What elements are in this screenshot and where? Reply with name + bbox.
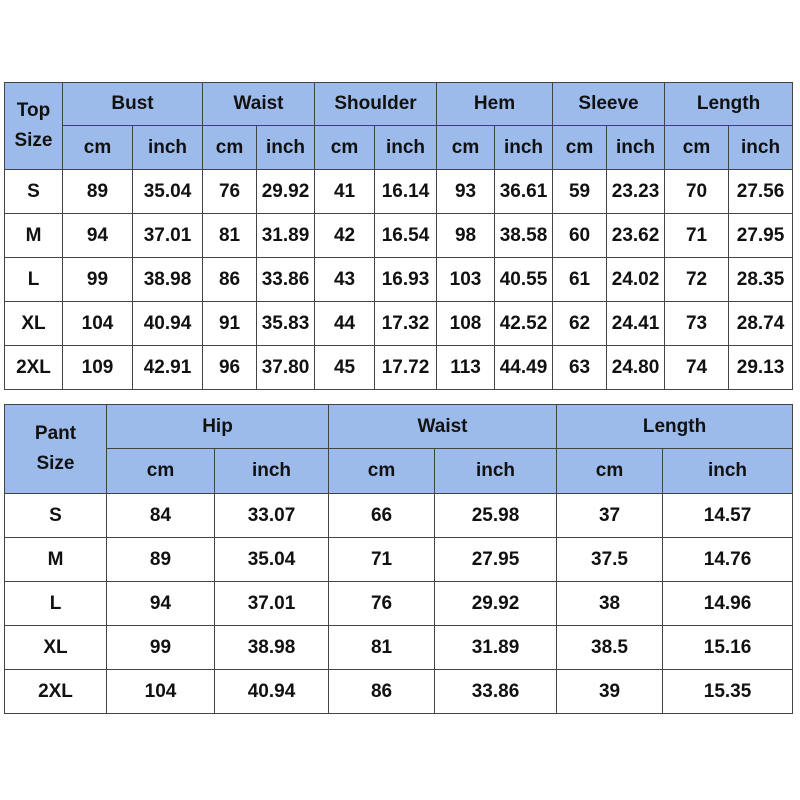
measurement-cell: 71 xyxy=(665,214,729,258)
measurement-cell: 38.58 xyxy=(495,214,553,258)
measurement-cell: 14.96 xyxy=(663,582,793,626)
measurement-cell: 103 xyxy=(437,258,495,302)
unit-inch: inch xyxy=(435,449,557,494)
measurement-cell: 31.89 xyxy=(257,214,315,258)
pant-group-hip: Hip xyxy=(107,405,329,449)
measurement-cell: 27.95 xyxy=(435,538,557,582)
size-label-cell: M xyxy=(5,538,107,582)
measurement-cell: 108 xyxy=(437,302,495,346)
measurement-cell: 99 xyxy=(107,626,215,670)
measurement-cell: 98 xyxy=(437,214,495,258)
size-label-cell: 2XL xyxy=(5,670,107,714)
pant-unit-row xyxy=(5,449,793,494)
measurement-cell: 59 xyxy=(553,170,607,214)
measurement-cell: 38 xyxy=(557,582,663,626)
measurement-cell: 14.76 xyxy=(663,538,793,582)
size-label-cell: L xyxy=(5,582,107,626)
measurement-cell: 45 xyxy=(315,346,375,390)
measurement-cell: 17.32 xyxy=(375,302,437,346)
measurement-cell: 42.52 xyxy=(495,302,553,346)
measurement-cell: 25.98 xyxy=(435,494,557,538)
unit-inch: inch xyxy=(257,126,315,170)
measurement-cell: 29.92 xyxy=(435,582,557,626)
measurement-cell: 94 xyxy=(63,214,133,258)
measurement-cell: 37.01 xyxy=(133,214,203,258)
measurement-cell: 72 xyxy=(665,258,729,302)
measurement-cell: 33.86 xyxy=(435,670,557,714)
pant-table-body xyxy=(5,494,793,714)
measurement-cell: 81 xyxy=(203,214,257,258)
measurement-cell: 76 xyxy=(203,170,257,214)
unit-inch: inch xyxy=(375,126,437,170)
measurement-cell: 38.98 xyxy=(133,258,203,302)
measurement-cell: 71 xyxy=(329,538,435,582)
table-row xyxy=(5,346,793,390)
unit-inch: inch xyxy=(495,126,553,170)
measurement-cell: 27.56 xyxy=(729,170,793,214)
pant-corner-line1: Pant xyxy=(34,422,77,444)
top-group-hem: Hem xyxy=(437,83,553,126)
measurement-cell: 84 xyxy=(107,494,215,538)
measurement-cell: 15.16 xyxy=(663,626,793,670)
measurement-cell: 29.13 xyxy=(729,346,793,390)
size-label-cell: XL xyxy=(5,626,107,670)
unit-inch: inch xyxy=(607,126,665,170)
measurement-cell: 35.83 xyxy=(257,302,315,346)
table-row xyxy=(5,582,793,626)
table-row xyxy=(5,538,793,582)
measurement-cell: 28.74 xyxy=(729,302,793,346)
unit-cm: cm xyxy=(329,449,435,494)
measurement-cell: 91 xyxy=(203,302,257,346)
table-row xyxy=(5,302,793,346)
measurement-cell: 27.95 xyxy=(729,214,793,258)
top-corner-line2: Size xyxy=(14,130,53,151)
measurement-cell: 17.72 xyxy=(375,346,437,390)
measurement-cell: 37.5 xyxy=(557,538,663,582)
measurement-cell: 93 xyxy=(437,170,495,214)
measurement-cell: 104 xyxy=(107,670,215,714)
table-row xyxy=(5,670,793,714)
measurement-cell: 36.61 xyxy=(495,170,553,214)
measurement-cell: 15.35 xyxy=(663,670,793,714)
size-label-cell: M xyxy=(5,214,63,258)
measurement-cell: 40.94 xyxy=(133,302,203,346)
measurement-cell: 60 xyxy=(553,214,607,258)
measurement-cell: 35.04 xyxy=(133,170,203,214)
measurement-cell: 16.93 xyxy=(375,258,437,302)
measurement-cell: 94 xyxy=(107,582,215,626)
measurement-cell: 43 xyxy=(315,258,375,302)
pant-corner-line2: Size xyxy=(36,453,75,474)
unit-inch: inch xyxy=(215,449,329,494)
measurement-cell: 62 xyxy=(553,302,607,346)
measurement-cell: 81 xyxy=(329,626,435,670)
unit-cm: cm xyxy=(203,126,257,170)
measurement-cell: 16.54 xyxy=(375,214,437,258)
measurement-cell: 35.04 xyxy=(215,538,329,582)
size-label-cell: S xyxy=(5,494,107,538)
pant-group-length: Length xyxy=(557,405,793,449)
measurement-cell: 24.02 xyxy=(607,258,665,302)
unit-cm: cm xyxy=(553,126,607,170)
measurement-cell: 104 xyxy=(63,302,133,346)
measurement-cell: 66 xyxy=(329,494,435,538)
table-row xyxy=(5,626,793,670)
measurement-cell: 44.49 xyxy=(495,346,553,390)
top-corner-line1: Top xyxy=(16,99,51,121)
unit-inch: inch xyxy=(663,449,793,494)
measurement-cell: 42 xyxy=(315,214,375,258)
measurement-cell: 109 xyxy=(63,346,133,390)
measurement-cell: 39 xyxy=(557,670,663,714)
measurement-cell: 16.14 xyxy=(375,170,437,214)
measurement-cell: 42.91 xyxy=(133,346,203,390)
unit-cm: cm xyxy=(315,126,375,170)
unit-cm: cm xyxy=(107,449,215,494)
measurement-cell: 33.86 xyxy=(257,258,315,302)
size-label-cell: XL xyxy=(5,302,63,346)
unit-inch: inch xyxy=(729,126,793,170)
measurement-cell: 24.80 xyxy=(607,346,665,390)
measurement-cell: 99 xyxy=(63,258,133,302)
measurement-cell: 74 xyxy=(665,346,729,390)
size-label-cell: L xyxy=(5,258,63,302)
measurement-cell: 14.57 xyxy=(663,494,793,538)
measurement-cell: 40.55 xyxy=(495,258,553,302)
table-row xyxy=(5,494,793,538)
measurement-cell: 41 xyxy=(315,170,375,214)
measurement-cell: 89 xyxy=(63,170,133,214)
unit-cm: cm xyxy=(437,126,495,170)
pant-group-waist: Waist xyxy=(329,405,557,449)
table-row xyxy=(5,170,793,214)
measurement-cell: 37 xyxy=(557,494,663,538)
measurement-cell: 23.23 xyxy=(607,170,665,214)
measurement-cell: 113 xyxy=(437,346,495,390)
measurement-cell: 28.35 xyxy=(729,258,793,302)
unit-cm: cm xyxy=(557,449,663,494)
unit-cm: cm xyxy=(665,126,729,170)
measurement-cell: 73 xyxy=(665,302,729,346)
top-group-bust: Bust xyxy=(63,83,203,126)
measurement-cell: 37.01 xyxy=(215,582,329,626)
measurement-cell: 33.07 xyxy=(215,494,329,538)
measurement-cell: 76 xyxy=(329,582,435,626)
table-row xyxy=(5,258,793,302)
top-group-length: Length xyxy=(665,83,793,126)
pant-size-table xyxy=(4,404,793,714)
top-group-sleeve: Sleeve xyxy=(553,83,665,126)
unit-cm: cm xyxy=(63,126,133,170)
size-label-cell: 2XL xyxy=(5,346,63,390)
top-table-body xyxy=(5,170,793,390)
measurement-cell: 37.80 xyxy=(257,346,315,390)
pant-size-corner-header xyxy=(5,405,107,494)
measurement-cell: 96 xyxy=(203,346,257,390)
measurement-cell: 61 xyxy=(553,258,607,302)
measurement-cell: 31.89 xyxy=(435,626,557,670)
measurement-cell: 86 xyxy=(203,258,257,302)
measurement-cell: 29.92 xyxy=(257,170,315,214)
measurement-cell: 40.94 xyxy=(215,670,329,714)
measurement-cell: 63 xyxy=(553,346,607,390)
table-row xyxy=(5,214,793,258)
top-header-row xyxy=(5,83,793,126)
pant-header-row xyxy=(5,405,793,449)
measurement-cell: 70 xyxy=(665,170,729,214)
top-unit-row xyxy=(5,126,793,170)
unit-inch: inch xyxy=(133,126,203,170)
measurement-cell: 24.41 xyxy=(607,302,665,346)
measurement-cell: 38.5 xyxy=(557,626,663,670)
top-group-shoulder: Shoulder xyxy=(315,83,437,126)
size-label-cell: S xyxy=(5,170,63,214)
measurement-cell: 44 xyxy=(315,302,375,346)
measurement-cell: 38.98 xyxy=(215,626,329,670)
top-size-corner-header xyxy=(5,83,63,170)
measurement-cell: 23.62 xyxy=(607,214,665,258)
top-group-waist: Waist xyxy=(203,83,315,126)
measurement-cell: 89 xyxy=(107,538,215,582)
top-size-table xyxy=(4,82,793,390)
measurement-cell: 86 xyxy=(329,670,435,714)
